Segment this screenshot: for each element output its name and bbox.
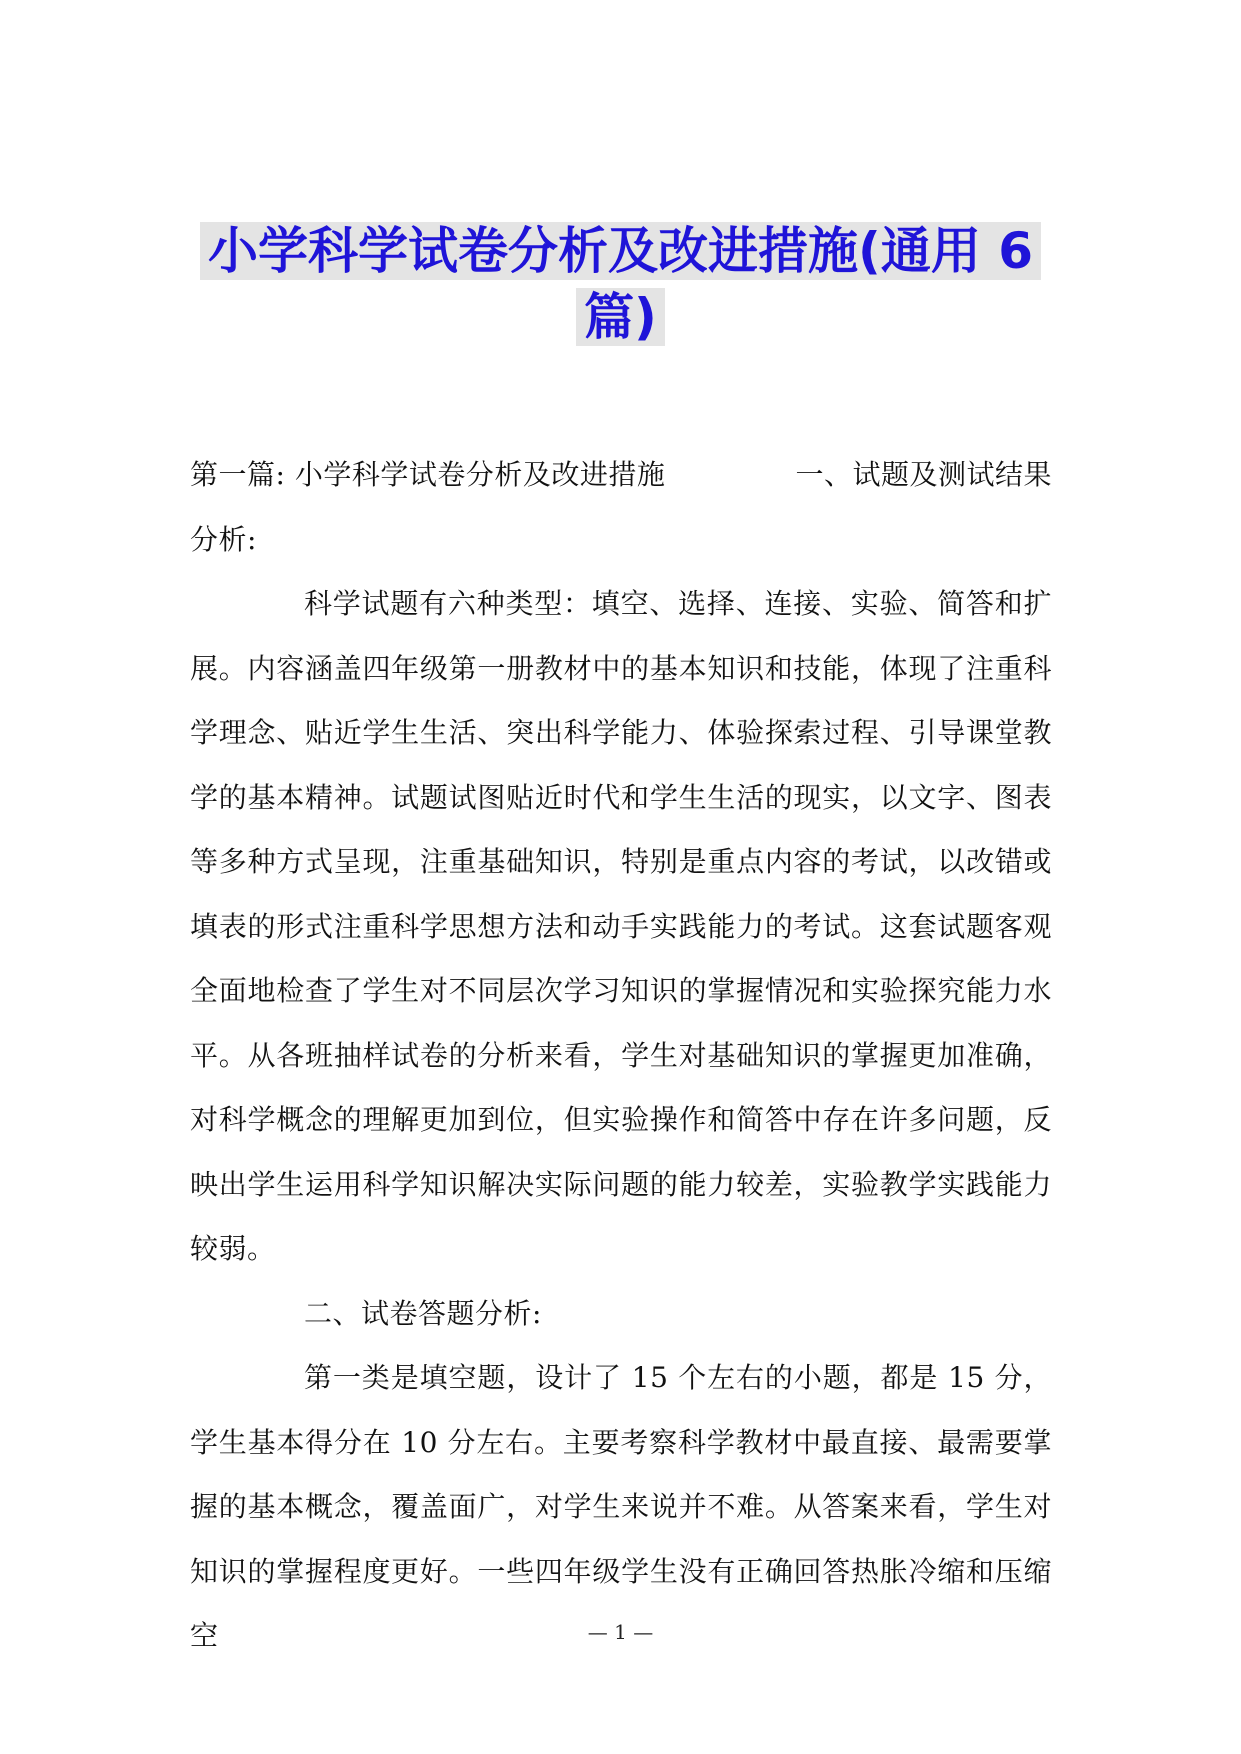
paragraph-1: 科学试题有六种类型：填空、选择、连接、实验、简答和扩展。内容涵盖四年级第一册教材中的基本知识和技能，体现了注重科学理念、贴近学生生活、突出科学能力、体验探索过程、引导课堂教学的基本精神。试题试图贴近时代和学生生活的现实，以文字、图表等多种方式呈现，注重基础知识，特别是重点内容的考试，以改错或填表的形式注重科学思想方法和动手实践能力的考试。这套试题客观全面地检查了学生对不同层次学习知识的掌握情况和实验探究能力水平。从各班抽样试卷的分析来看，学生对基础知识的掌握更加准确，对科学概念的理解更加到位，但实验操作和简答中存在许多问题，反映出学生运用科学知识解决实际问题的能力较差，实验教学实践能力较弱。 (190, 587, 1052, 1265)
document-title-text-1: 小学科学试卷分析及改进措施(通用 6 (200, 222, 1041, 280)
document-title-line-1 (0, 218, 1241, 284)
document-title-text-2: 篇) (576, 288, 665, 346)
page-number: — 1 — (587, 1620, 654, 1644)
section-heading-2: 二、试卷答题分析: (304, 1296, 542, 1330)
section-heading-1a: 一、试题及测试结果 (795, 458, 1052, 491)
section-heading-1b: 分析: (190, 522, 257, 556)
paragraph-2: 第一类是填空题，设计了 15 个左右的小题，都是 15 分，学生基本得分在 10 分左右。主要考察科学教材中最直接、最需要掌握的基本概念，覆盖面广，对学生来说并不难。从答案来看，学生对知识的掌握程度更好。一些四年级学生没有正确回答热胀冷缩和压缩空 (190, 1361, 1052, 1652)
document-body (190, 443, 1052, 1669)
section-heading-row (190, 443, 1052, 508)
section-title: 第一篇: 小学科学试卷分析及改进措施 (190, 458, 666, 491)
document-title-line-2 (0, 284, 1241, 350)
